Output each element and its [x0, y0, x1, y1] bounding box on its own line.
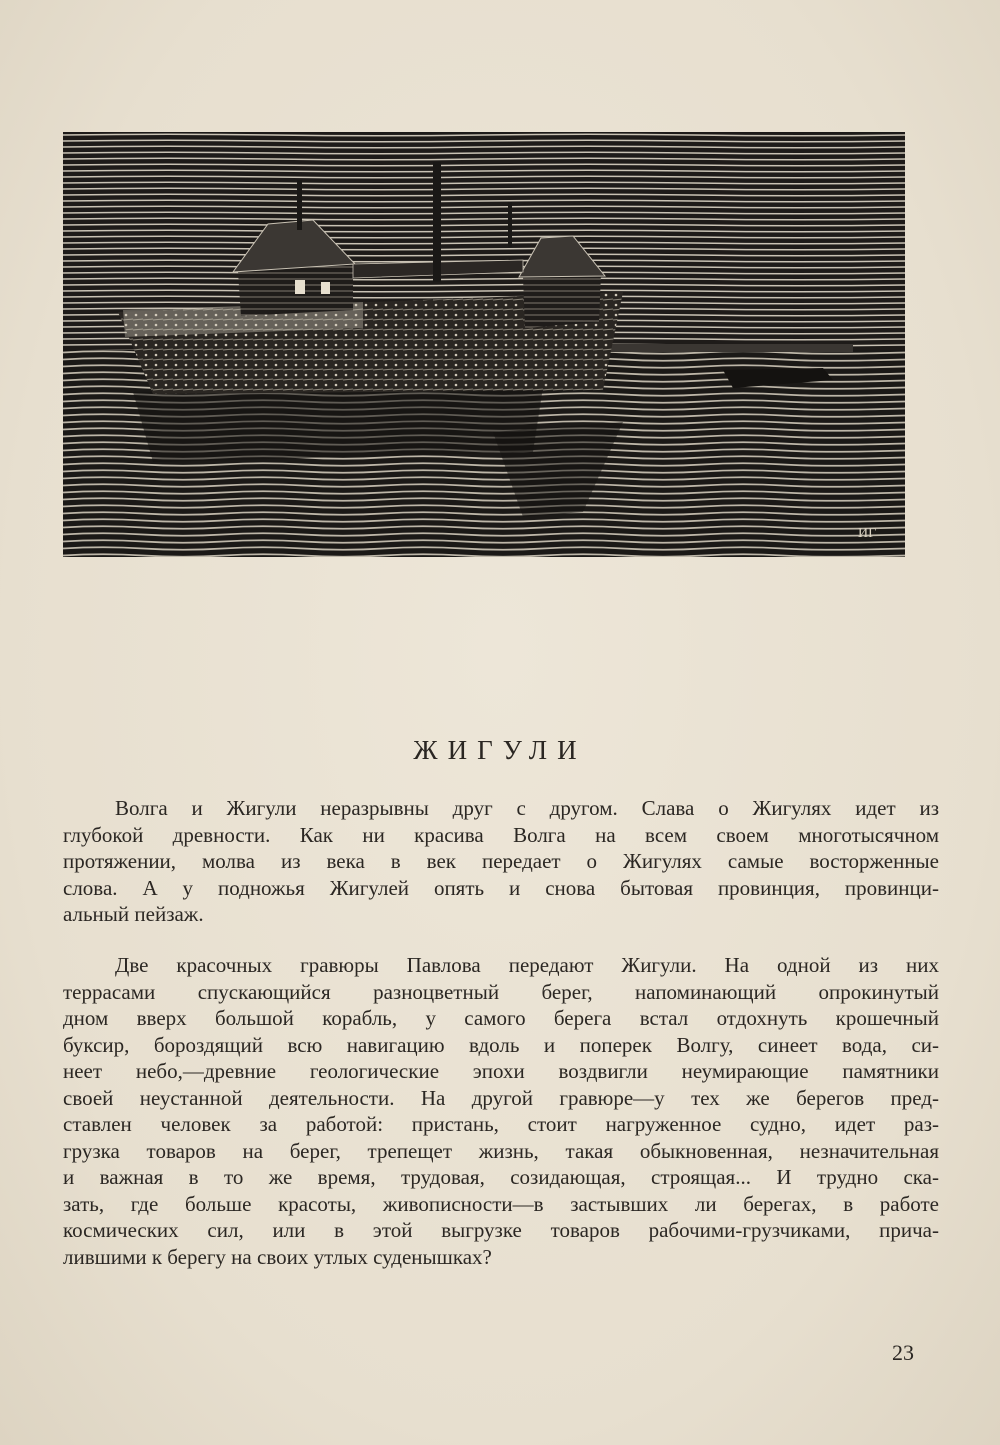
- text-line: грузка товаров на берег, трепещет жизнь, такая обыкновенная, незначительная: [63, 1138, 939, 1163]
- text-line: неет небо,—древние геологические эпохи воздвигли неумирающие памятники: [63, 1059, 939, 1083]
- text-line: зать, где больше красоты, живописности—в застывших ли берегах, в работе: [63, 1191, 939, 1216]
- engraver-monogram: ИГ: [858, 526, 877, 541]
- page-number: 23: [892, 1340, 914, 1365]
- paragraph-2: [63, 952, 939, 1270]
- woodcut-illustration: [63, 132, 905, 557]
- text-line: Волга и Жигули неразрывны друг с другом. Слава о Жигулях идет из: [115, 796, 939, 820]
- chapter-heading: ЖИГУЛИ: [413, 735, 587, 765]
- text-line: лившими к берегу на своих утлых суденышках?: [63, 1244, 492, 1269]
- text-line: альный пейзаж.: [63, 902, 204, 926]
- text-line: ставлен человек за работой: пристань, стоит нагруженное судно, идет раз-: [63, 1112, 939, 1136]
- text-line: Две красочных гравюры Павлова передают Жигули. На одной из них: [115, 953, 939, 977]
- text-line: дном вверх большой корабль, у самого берега встал отдохнуть крошечный: [63, 1006, 939, 1030]
- text-line: космических сил, или в этой выгрузке товаров рабочими-грузчиками, прича-: [63, 1218, 939, 1242]
- text-line: и важная в то же время, трудовая, созидающая, строящая... И трудно ска-: [63, 1165, 939, 1189]
- text-line: слова. А у подножья Жигулей опять и снова бытовая провинция, провинци-: [63, 875, 939, 900]
- text-line: своей неустанной деятельности. На другой гравюре—у тех же берегов пред-: [63, 1085, 939, 1110]
- paragraph-1: [63, 795, 939, 928]
- text-line: протяжении, молва из века в век передает о Жигулях самые восторженные: [63, 849, 939, 873]
- text-line: террасами спускающийся разноцветный берег, напоминающий опрокинутый: [63, 979, 939, 1004]
- text-line: глубокой древности. Как ни красива Волга на всем своем многотысячном: [63, 822, 939, 847]
- text-line: буксир, бороздящий всю навигацию вдоль и поперек Волгу, синеет вода, си-: [63, 1032, 939, 1057]
